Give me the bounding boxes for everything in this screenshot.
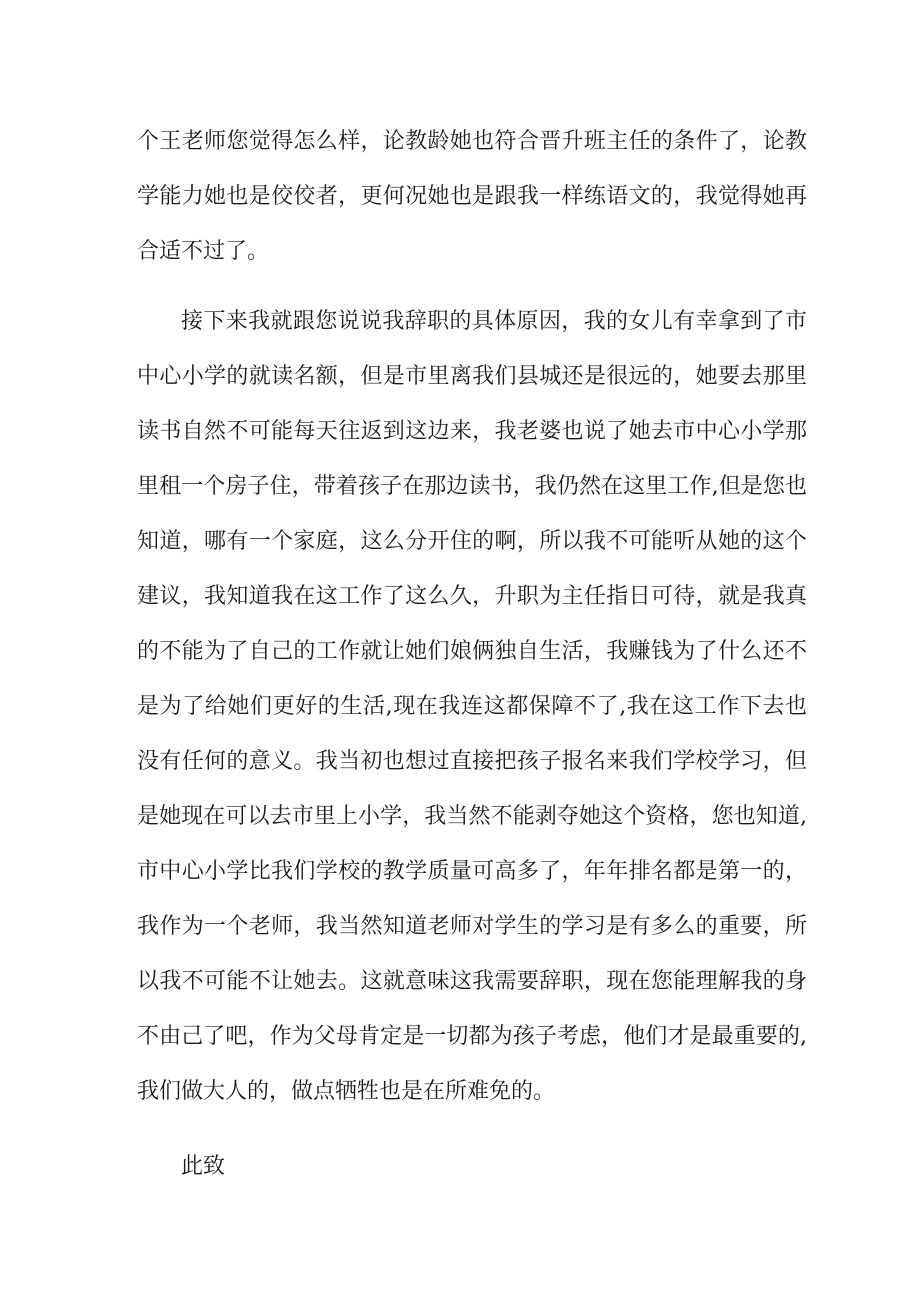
paragraph-line: 里租一个房子住，带着孩子在那边读书，我仍然在这里工作,但是您也 — [137, 474, 807, 499]
paragraph-line: 我们做大人的，做点牺牲也是在所难免的。 — [137, 1079, 556, 1104]
paragraph-line: 市中心小学比我们学校的教学质量可高多了，年年排名都是第一的， — [137, 859, 807, 884]
paragraph-line: 个王老师您觉得怎么样，论教龄她也符合晋升班主任的条件了，论教 — [137, 129, 807, 154]
paragraph-line: 没有任何的意义。我当初也想过直接把孩子报名来我们学校学习，但 — [137, 749, 807, 774]
paragraph-line: 以我不可能不让她去。这就意味这我需要辞职，现在您能理解我的身 — [137, 969, 807, 994]
paragraph-line: 中心小学的就读名额，但是市里离我们县城还是很远的，她要去那里 — [137, 364, 807, 389]
paragraph-line: 合适不过了。 — [137, 239, 270, 264]
paragraph-line: 知道，哪有一个家庭，这么分开住的啊，所以我不可能听从她的这个 — [137, 529, 807, 554]
paragraph-line: 是她现在可以去市里上小学，我当然不能剥夺她这个资格，您也知道, — [137, 804, 807, 829]
paragraph-line: 不由己了吧，作为父母肯定是一切都为孩子考虑，他们才是最重要的, — [137, 1024, 807, 1049]
paragraph-line: 我作为一个老师，我当然知道老师对学生的学习是有多么的重要，所 — [137, 914, 807, 939]
paragraph-line: 建议，我知道我在这工作了这么久，升职为主任指日可待，就是我真 — [137, 584, 807, 609]
closing-salutation: 此致 — [181, 1154, 226, 1179]
paragraph-line: 学能力她也是佼佼者，更何况她也是跟我一样练语文的，我觉得她再 — [137, 184, 807, 209]
paragraph-line: 的不能为了自己的工作就让她们娘俩独自生活，我赚钱为了什么还不 — [137, 639, 807, 664]
paragraph-line: 接下来我就跟您说说我辞职的具体原因，我的女儿有幸拿到了市 — [181, 309, 807, 334]
paragraph-line: 读书自然不可能每天往返到这边来，我老婆也说了她去市中心小学那 — [137, 419, 807, 444]
paragraph-line: 是为了给她们更好的生活,现在我连这都保障不了,我在这工作下去也 — [137, 694, 807, 719]
